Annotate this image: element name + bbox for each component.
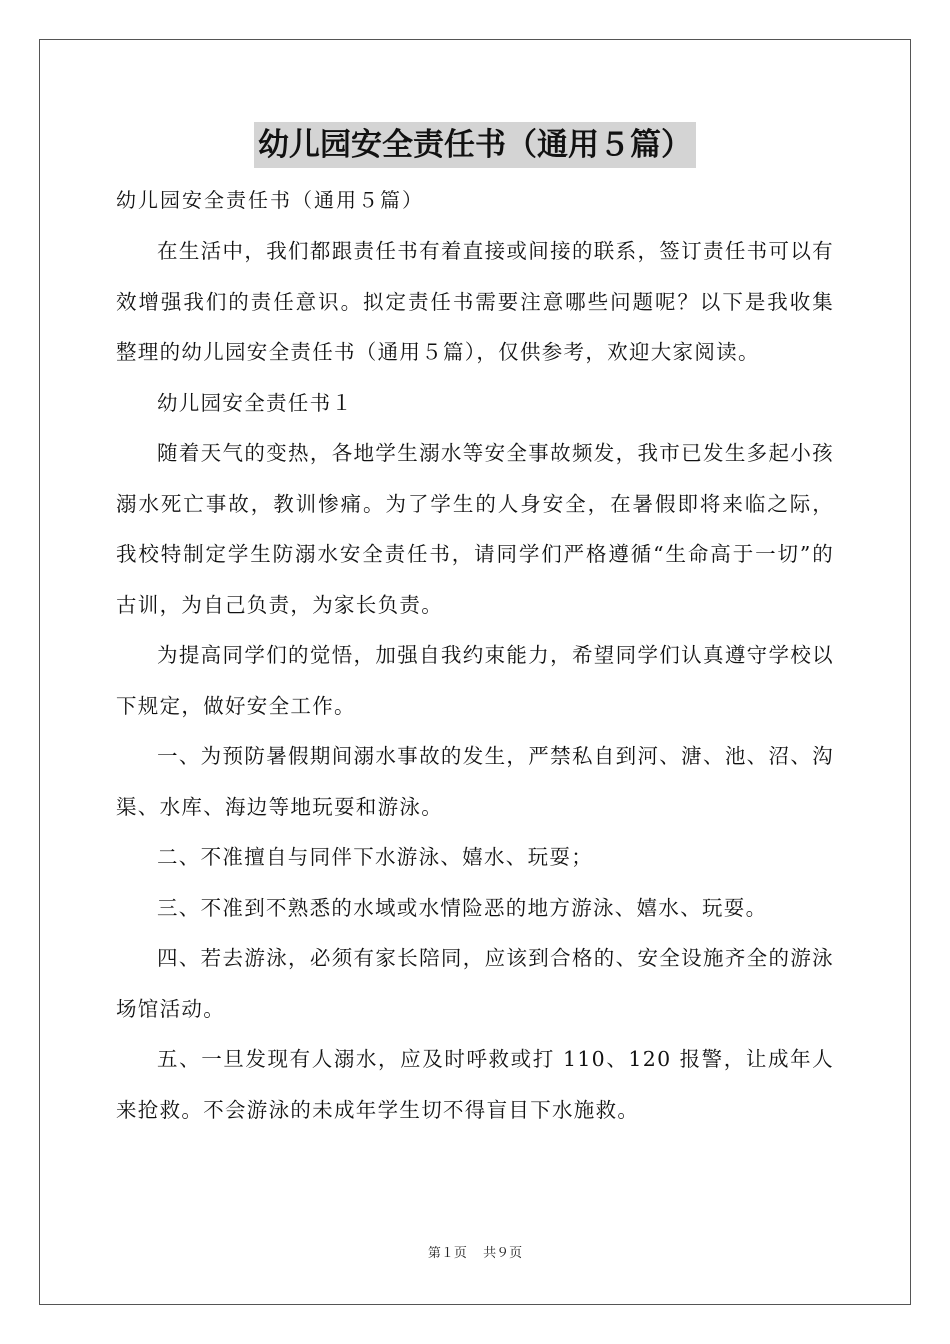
section-heading: 幼儿园安全责任书１ — [157, 390, 354, 415]
document-body — [116, 226, 834, 1135]
rule-item: 五、一旦发现有人溺水，应及时呼救或打 110、120 报警，让成年人来抢救。不会游泳的未成年学生切不得盲目下水施救。 — [116, 1047, 834, 1122]
page-number-total: 共９页 — [483, 1246, 523, 1261]
page-footer — [0, 1244, 950, 1264]
document-subtitle: 幼儿园安全责任书（通用５篇） — [116, 188, 424, 212]
document-title: 幼儿园安全责任书（通用５篇） — [254, 122, 696, 168]
paragraph-intro: 在生活中，我们都跟责任书有着直接或间接的联系，签订责任书可以有效增强我们的责任意识。拟定责任书需要注意哪些问题呢？以下是我收集整理的幼儿园安全责任书（通用５篇），仅供参考，欢迎大家阅读。 — [116, 239, 834, 364]
paragraph: 随着天气的变热，各地学生溺水等安全事故频发，我市已发生多起小孩溺水死亡事故，教训惨痛。为了学生的人身安全，在暑假即将来临之际，我校特制定学生防溺水安全责任书，请同学们严格遵循“生命高于一切”的古训，为自己负责，为家长负责。 — [116, 441, 834, 617]
rule-item: 一、为预防暑假期间溺水事故的发生，严禁私自到河、溏、池、沼、沟渠、水库、海边等地玩耍和游泳。 — [116, 744, 834, 819]
rule-item: 三、不准到不熟悉的水域或水情险恶的地方游泳、嬉水、玩耍。 — [157, 895, 768, 920]
paragraph: 为提高同学们的觉悟，加强自我约束能力，希望同学们认真遵守学校以下规定，做好安全工作。 — [116, 643, 834, 718]
rule-item: 二、不准擅自与同伴下水游泳、嬉水、玩耍； — [157, 845, 593, 869]
rule-item: 四、若去游泳，必须有家长陪同，应该到合格的、安全设施齐全的游泳场馆活动。 — [116, 946, 834, 1021]
page-number-current: 第１页 — [427, 1246, 467, 1261]
title-wrap — [0, 122, 950, 168]
